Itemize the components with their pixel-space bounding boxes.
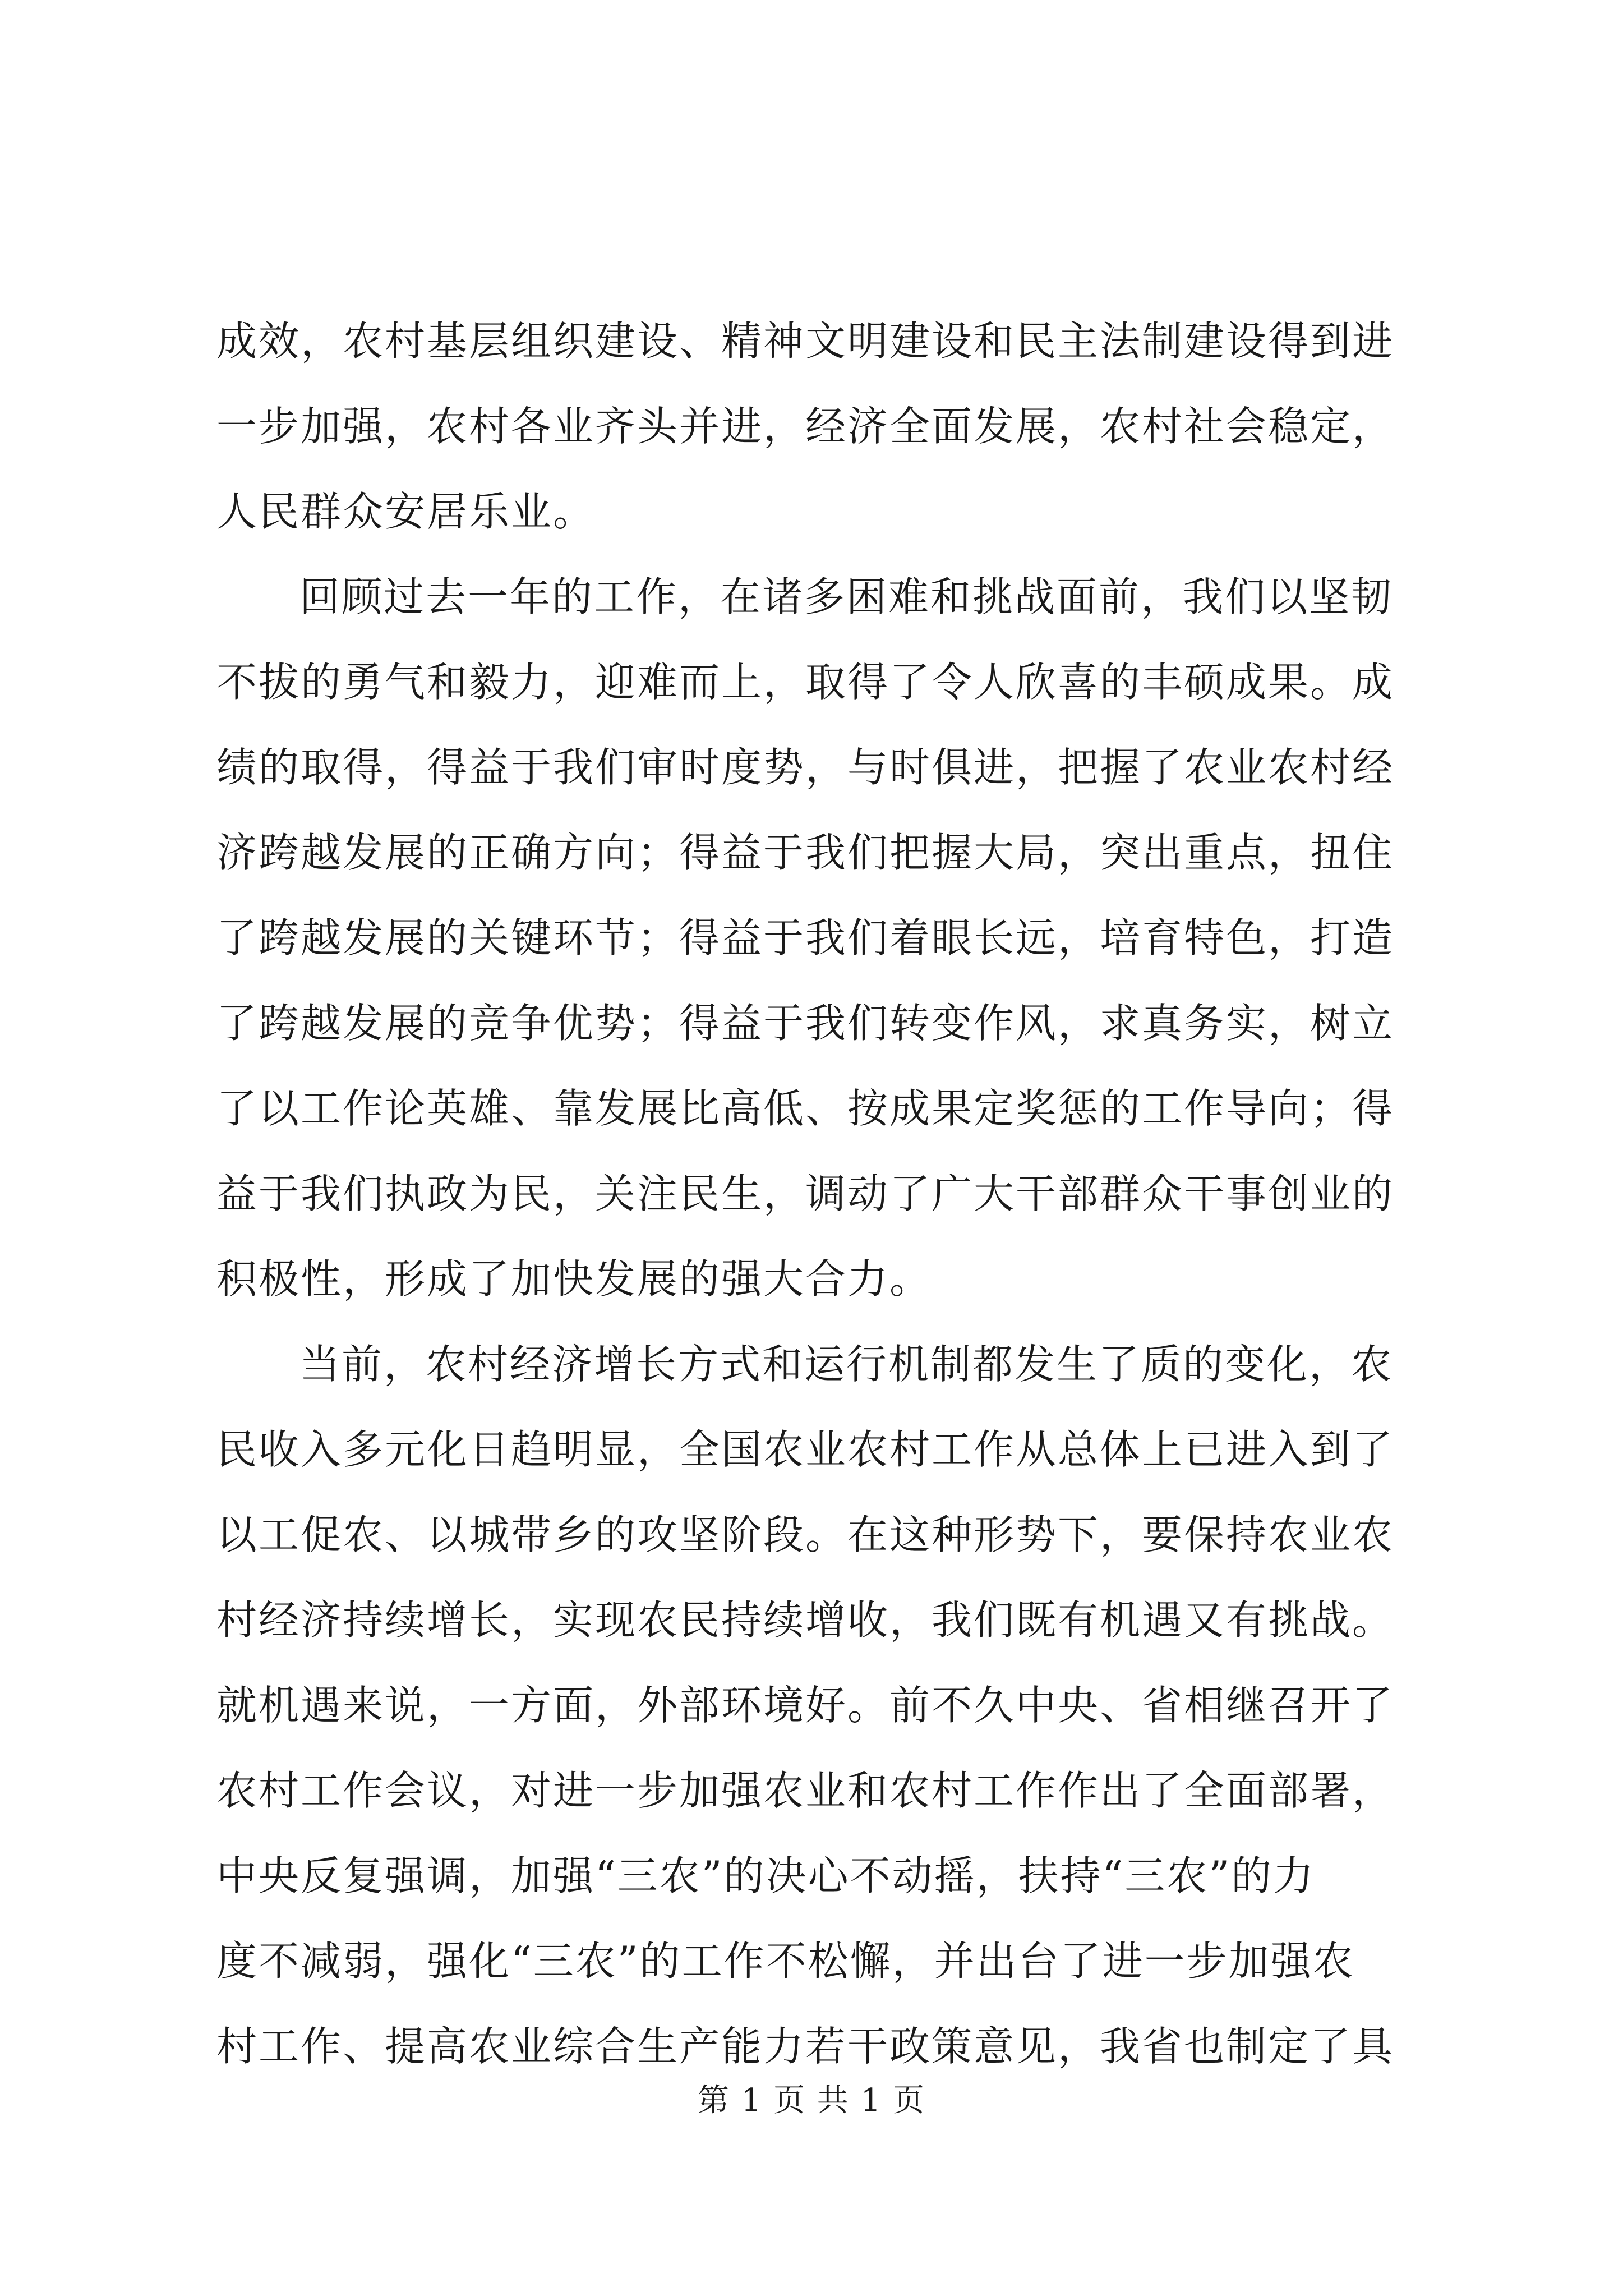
paragraph-3-line-6: 农村工作会议，对进一步加强农业和农村工作作出了全面部署， [216,1767,1395,1814]
paragraph-2-line-2: 不拔的勇气和毅力，迎难而上，取得了令人欣喜的丰硕成果。成 [216,659,1395,706]
paragraph-2-line-5: 了跨越发展的关键环节；得益于我们着眼长远，培育特色，打造 [216,914,1395,961]
paragraph-2-line-9: 积极性，形成了加快发展的强大合力。 [216,1255,932,1303]
paragraph-3-line-3: 以工促农、以城带乡的攻坚阶段。在这种形势下，要保持农业农 [216,1511,1395,1558]
paragraph-3-line-7: 中央反复强调，加强“三农”的决心不动摇，扶持“三农”的力 [216,1852,1316,1899]
paragraph-3-line-4: 村经济持续增长，实现农民持续增收，我们既有机遇又有挑战。 [216,1596,1395,1644]
paragraph-2-line-4: 济跨越发展的正确方向；得益于我们把握大局，突出重点，扭住 [216,829,1395,876]
document-body [216,298,1428,2089]
page-footer: 第 1 页 共 1 页 [697,2082,926,2119]
paragraph-3-line-1: 当前，农村经济增长方式和运行机制都发生了质的变化，农 [299,1341,1394,1388]
paragraph-2-line-7: 了以工作论英雄、靠发展比高低、按成果定奖惩的工作导向；得 [216,1085,1395,1132]
paragraph-1-line-2: 一步加强，农村各业齐头并进，经济全面发展，农村社会稳定， [216,403,1395,450]
paragraph-1-line-1: 成效，农村基层组织建设、精神文明建设和民主法制建设得到进 [216,318,1395,365]
paragraph-3-line-2: 民收入多元化日趋明显，全国农业农村工作从总体上已进入到了 [216,1426,1395,1473]
paragraph-2-line-1: 回顾过去一年的工作，在诸多困难和挑战面前，我们以坚韧 [299,573,1394,620]
paragraph-3-line-8: 度不减弱，强化“三农”的工作不松懈，并出台了进一步加强农 [216,1938,1355,1985]
paragraph-1-line-3: 人民群众安居乐业。 [216,488,596,535]
paragraph-3-line-9: 村工作、提高农业综合生产能力若干政策意见，我省也制定了具 [216,2023,1395,2070]
paragraph-2-line-3: 绩的取得，得益于我们审时度势，与时俱进，把握了农业农村经 [216,744,1395,791]
paragraph-2-line-8: 益于我们执政为民，关注民生，调动了广大干部群众干事创业的 [216,1170,1395,1217]
paragraph-3-line-5: 就机遇来说，一方面，外部环境好。前不久中央、省相继召开了 [216,1682,1395,1729]
paragraph-2-line-6: 了跨越发展的竞争优势；得益于我们转变作风，求真务实，树立 [216,1000,1395,1047]
